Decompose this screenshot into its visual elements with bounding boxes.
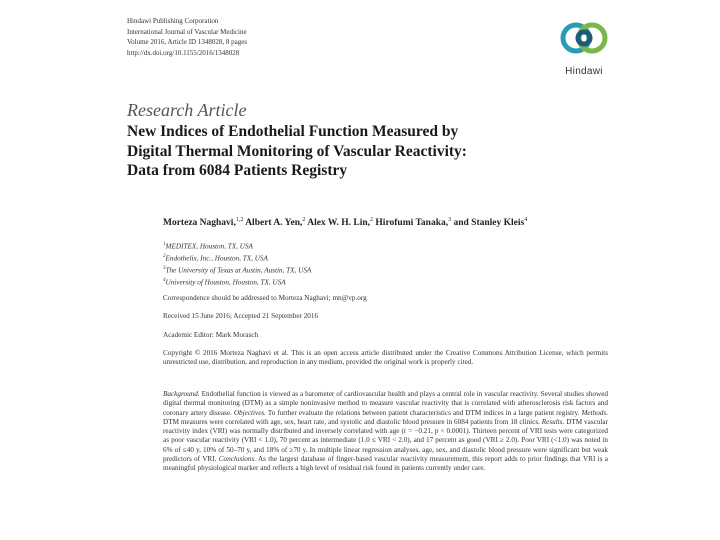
abstract-section-text: To further evaluate the relations between patient characteristics and DTM indices in a large patient registry.	[265, 408, 582, 417]
copyright-notice: Copyright © 2016 Morteza Naghavi et al. This is an open access article distributed under the Creative Commons Attribution License, which permits unrestricted use, distribution, and reproduction in any medium, provided the original work is properly cited.	[163, 349, 608, 367]
affiliation-text: University of Houston, Houston, TX, USA	[165, 278, 286, 287]
received-accepted-dates: Received 15 June 2016; Accepted 21 September 2016	[163, 312, 319, 320]
author-list	[163, 217, 623, 228]
doi-link[interactable]: http://dx.doi.org/10.1155/2016/1348028	[127, 48, 240, 57]
volume-info: Volume 2016, Article ID 1348028, 8 pages	[127, 38, 248, 46]
abstract-section-text: DTM vascular reactivity index (VRI) was normally distributed and inversely correlated with age (r = −0.21, p < 0.0001). Thirteen percent of VRI tests were categorized as poor vascular reactivity (VRI < 1.0), 70 percent as intermediate (1.0 ≤ VRI < 2.0), and 17 percent as good (VRI ≥ 2.0). Poor VRI (<1.0) was noted in 6% of ≤40 y, 10% of 50–70 y, and 18% of ≥70 y. In multiple linear regression analyses, age, sex, and diastolic blood pressure were significant but weak predictors of VRI.	[163, 417, 608, 464]
publisher-name: Hindawi Publishing Corporation	[127, 17, 219, 25]
author-affil-ref: 2	[370, 217, 374, 223]
affiliation-text: The University of Texas at Austin, Austin, TX, USA	[165, 266, 312, 275]
affiliation	[163, 276, 311, 288]
paper-title	[127, 122, 627, 181]
hindawi-logo-icon	[554, 18, 614, 64]
affiliation	[163, 240, 311, 252]
abstract-section-label: Conclusions.	[218, 455, 257, 464]
logo-brand-text: Hindawi	[565, 66, 603, 77]
author-affil-ref: 4	[524, 217, 528, 223]
author-name: Alex W. H. Lin,	[307, 218, 371, 229]
affiliation	[163, 264, 311, 276]
journal-name: International Journal of Vascular Medicine	[127, 27, 247, 36]
affiliation-number: 3	[163, 265, 166, 271]
affiliation-number: 2	[163, 253, 166, 259]
title-line: Digital Thermal Monitoring of Vascular Reactivity:	[127, 142, 467, 160]
title-line: Data from 6084 Patients Registry	[127, 162, 348, 179]
author-affil-ref: 2	[302, 217, 306, 223]
abstract-section-text: Endothelial function is viewed as a barometer of cardiovascular health and plays a central role in vascular reactivity. Several studies showed digital thermal monitoring (DTM) as a simple noninvasive method to measure vascular reactivity that is correlated with atherosclerosis risk factors and coronary artery disease.	[163, 390, 608, 417]
abstract-section-label: Methods.	[581, 408, 608, 417]
publication-info	[127, 16, 247, 58]
abstract-section-text: DTM measures were correlated with age, sex, heart rate, and systolic and diastolic blood pressure in 6084 patients from 18 clinics.	[163, 417, 542, 426]
academic-editor: Academic Editor: Mark Morasch	[163, 331, 259, 339]
author-name: Albert A. Yen,	[245, 218, 303, 229]
correspondence-note: Correspondence should be addressed to Morteza Naghavi; mn@vp.org	[163, 294, 367, 302]
abstract	[163, 390, 608, 474]
affiliation-list	[163, 240, 311, 288]
hindawi-logo	[554, 18, 614, 80]
abstract-section-text: As the largest database of finger-based vascular reactivity measurement, this report adds to prior findings that VRI is a meaningful physiological marker and reflects a high level of residual risk found in patients currently under care.	[163, 455, 608, 473]
abstract-section-label: Objectives.	[233, 408, 266, 417]
article-type: Research Article	[127, 100, 247, 120]
author-name: Morteza Naghavi,	[163, 218, 236, 229]
author-affil-ref: 1,2	[235, 217, 244, 223]
affiliation-text: Endothelix, Inc., Houston, TX, USA	[165, 254, 268, 263]
affiliation-number: 1	[163, 242, 166, 247]
author-name: Hirofumi Tanaka,	[375, 218, 449, 229]
affiliation-text: MEDITEX, Houston, TX, USA	[165, 242, 253, 251]
author-name: and Stanley Kleis	[453, 218, 525, 229]
affiliation	[163, 252, 311, 264]
abstract-section-label: Background.	[163, 390, 200, 398]
title-line: New Indices of Endothelial Function Measured by	[127, 123, 459, 140]
author-affil-ref: 3	[448, 217, 452, 223]
abstract-section-label: Results.	[541, 417, 565, 426]
affiliation-number: 4	[163, 277, 166, 283]
